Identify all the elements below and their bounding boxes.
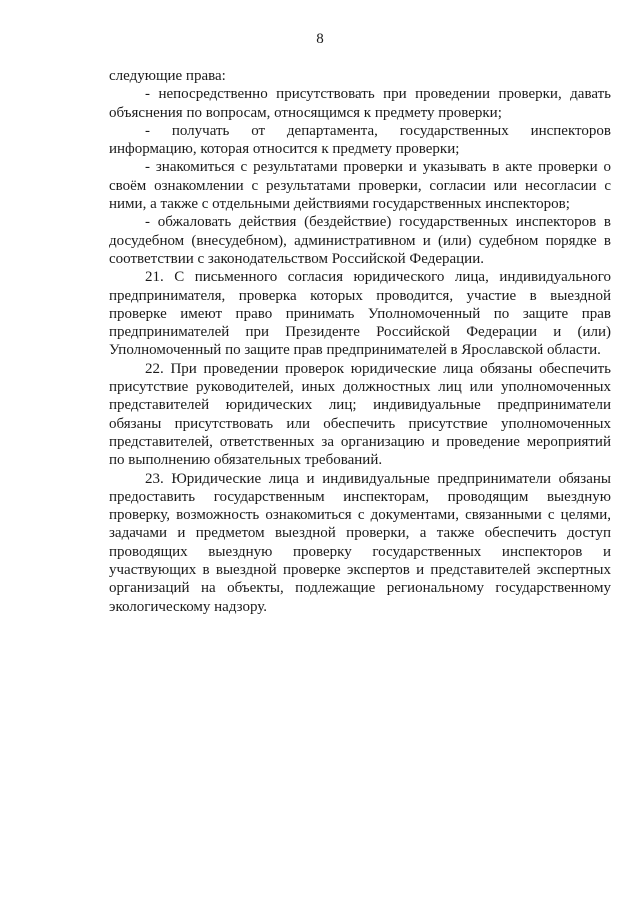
paragraph-rights-intro: следующие права: [109, 68, 226, 84]
paragraph-right-appeal: - обжаловать действия (бездействие) государственных инспекторов в досудебном (внесудебном), административном и (или) судебном порядке в соответствии с законодательством Российской Федерации. [109, 214, 611, 267]
paragraph-right-review-results: - знакомиться с результатами проверки и указывать в акте проверки о своём ознакомлении с результатами проверки, согласии или несогласии с ними, а также с отдельными действиями государственных инспекторов; [109, 159, 611, 213]
document-body [109, 67, 611, 616]
paragraph-right-attend: - непосредственно присутствовать при проведении проверки, давать объяснения по вопросам, относящимся к предмету проверки; [109, 86, 611, 121]
paragraph-clause-21: 21. С письменного согласия юридического лица, индивидуального предпринимателя, проверка которых проводится, участие в выездной проверке имеют право принимать Уполномоченный по защите прав предпринимателей при Президенте Российской Федерации и (или) Уполномоченный по защите прав предпринимателей в Ярославской области. [109, 269, 611, 359]
paragraph-right-receive-info: - получать от департамента, государственных инспекторов информацию, которая относится к предмету проверки; [109, 122, 611, 158]
page-number: 8 [316, 31, 324, 47]
paragraph-clause-22: 22. При проведении проверок юридические лица обязаны обеспечить присутствие руководителей, иных должностных лиц или уполномоченных представителей юридических лиц; индивидуальные предприниматели обязаны присутствовать или обеспечить присутствие уполномоченных представителей, ответственных за организацию и проведение мероприятий по выполнению обязательных требований. [109, 360, 611, 469]
paragraph-clause-23: 23. Юридические лица и индивидуальные предприниматели обязаны предоставить государственным инспекторам, проводящим выездную проверку, возможность ознакомиться с документами, связанными с целями, задачами и предметом выездной проверки, а также обеспечить доступ проводящих выездную проверку государственных инспекторов и участвующих в выездной проверке экспертов и представителей экспертных организаций на объекты, подлежащие региональному государственному экологическому надзору. [109, 470, 611, 615]
